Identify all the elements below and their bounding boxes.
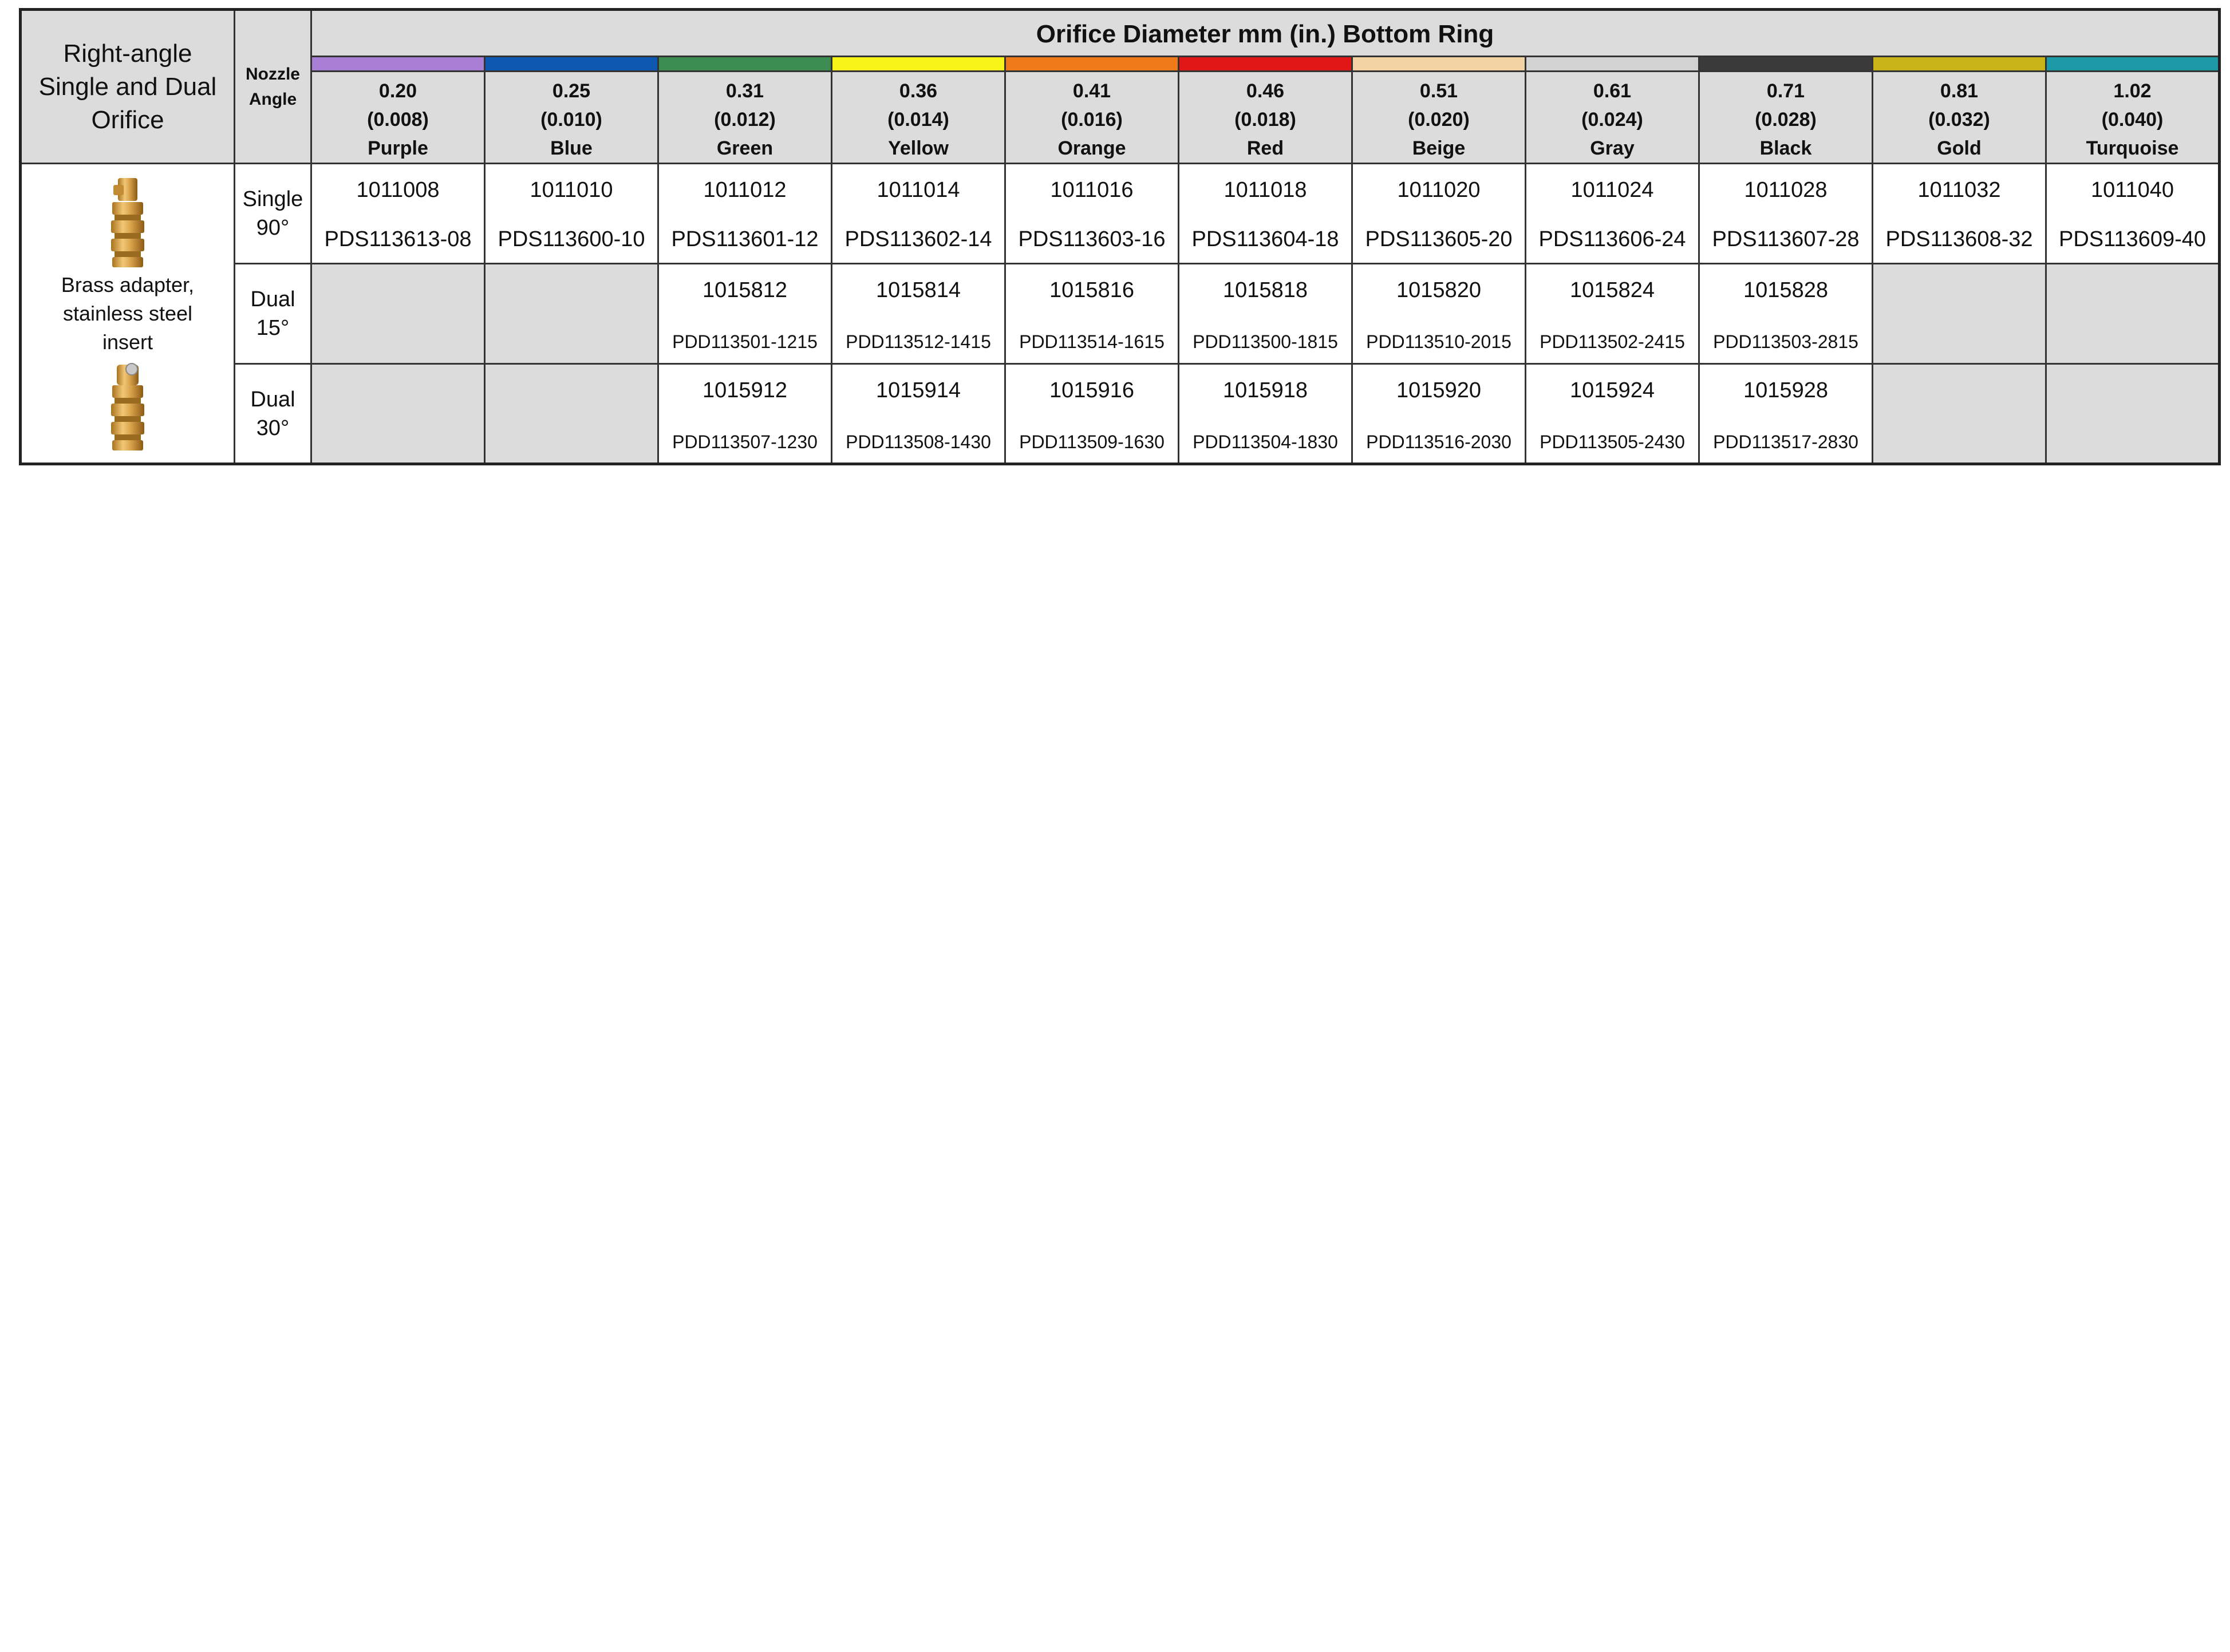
part-code: 1015928: [1743, 378, 1828, 402]
color-swatch-yellow: [832, 57, 1005, 72]
part-code: 1011020: [1397, 178, 1481, 202]
color-swatch-beige: [1352, 57, 1526, 72]
angle-text: Single: [242, 187, 303, 211]
color-swatch-green: [658, 57, 832, 72]
part-cell: [1005, 264, 1179, 364]
size-header-red: [1179, 72, 1352, 164]
size-color: Gray: [1590, 137, 1635, 159]
size-mm: 0.25: [552, 80, 591, 102]
size-in: (0.012): [714, 109, 776, 131]
part-number: PDD113502-2415: [1540, 331, 1685, 352]
size-header-beige: [1352, 72, 1526, 164]
nozzle-angle-header: [235, 10, 311, 164]
size-mm: 0.31: [725, 80, 764, 102]
part-number: PDS113606-24: [1538, 227, 1686, 251]
size-color: Yellow: [888, 137, 949, 159]
size-mm: 0.51: [1419, 80, 1458, 102]
part-cell: [1179, 364, 1352, 464]
size-mm: 1.02: [2113, 80, 2152, 102]
part-cell: [832, 164, 1005, 264]
part-code: 1011016: [1050, 178, 1134, 202]
corner-line-2: Single and Dual: [38, 72, 217, 101]
size-color: Green: [716, 137, 773, 159]
part-number: PDD113509-1630: [1019, 432, 1165, 452]
part-number: PDD113508-1430: [846, 432, 991, 452]
size-header-yellow: [832, 72, 1005, 164]
part-code: 1015820: [1396, 278, 1481, 302]
part-cell: [1352, 364, 1526, 464]
part-number: PDD113507-1230: [672, 432, 818, 452]
color-swatch-gray: [1526, 57, 1699, 72]
part-code: 1011014: [877, 178, 960, 202]
part-cell: [832, 364, 1005, 464]
size-header-orange: [1005, 72, 1179, 164]
part-number: PDD113516-2030: [1366, 432, 1511, 452]
empty-cell: [1873, 364, 2046, 464]
color-swatch-purple: [311, 57, 485, 72]
part-code: 1011010: [530, 178, 613, 202]
part-number: PDS113609-40: [2058, 227, 2207, 251]
part-cell: [485, 164, 658, 264]
size-mm: 0.61: [1593, 80, 1632, 102]
angle-text: Dual: [250, 287, 295, 311]
size-in: (0.008): [367, 109, 429, 131]
part-number: PDD113514-1615: [1019, 331, 1165, 352]
size-mm: 0.71: [1766, 80, 1805, 102]
corner-line-1: Right-angle: [63, 39, 192, 68]
angle-text: 90°: [256, 216, 290, 240]
empty-cell: [311, 264, 485, 364]
part-cell: [1699, 164, 1873, 264]
part-number: PDS113608-32: [1885, 227, 2033, 251]
part-code: 1015818: [1223, 278, 1308, 302]
empty-cell: [2046, 264, 2220, 364]
nozzle-angle-cell: [235, 264, 311, 364]
part-cell: [658, 364, 832, 464]
product-label-line-1: Brass adapter,: [61, 272, 195, 297]
part-code: 1011008: [356, 178, 440, 202]
part-cell: [311, 164, 485, 264]
part-code: 1015816: [1049, 278, 1134, 302]
part-code: 1015814: [876, 278, 961, 302]
part-cell: [1526, 164, 1699, 264]
color-swatch-red: [1179, 57, 1352, 72]
part-number: PDD113504-1830: [1193, 432, 1338, 452]
nozzle-angle-cell: [235, 164, 311, 264]
size-mm: 0.46: [1246, 80, 1285, 102]
part-number: PDS113604-18: [1191, 227, 1339, 251]
part-cell: [1526, 264, 1699, 364]
part-cell: [658, 264, 832, 364]
size-header-black: [1699, 72, 1873, 164]
color-swatch-turquoise: [2046, 57, 2220, 72]
size-color: Purple: [368, 137, 428, 159]
part-number: PDD113510-2015: [1366, 331, 1511, 352]
part-number: PDD113500-1815: [1193, 331, 1338, 352]
empty-cell: [485, 364, 658, 464]
corner-line-3: Orifice: [91, 105, 164, 134]
part-number: PDS113602-14: [844, 227, 992, 251]
angle-text: Dual: [250, 387, 295, 412]
size-header-blue: [485, 72, 658, 164]
size-in: (0.028): [1755, 109, 1817, 131]
part-cell: [1699, 264, 1873, 364]
part-code: 1015914: [876, 378, 961, 402]
brass-nozzle-image-single: [96, 173, 159, 271]
size-color: Beige: [1412, 137, 1466, 159]
part-cell: [1352, 264, 1526, 364]
part-code: 1015824: [1570, 278, 1655, 302]
empty-cell: [1873, 264, 2046, 364]
part-code: 1011012: [703, 178, 787, 202]
product-label-line-3: insert: [102, 330, 153, 354]
part-cell: [1352, 164, 1526, 264]
part-cell: [1699, 364, 1873, 464]
part-cell: [832, 264, 1005, 364]
table-title: Orifice Diameter mm (in.) Bottom Ring: [311, 10, 2220, 57]
part-number: PDD113505-2430: [1540, 432, 1685, 452]
part-number: PDD113512-1415: [846, 331, 991, 352]
size-color: Blue: [550, 137, 593, 159]
part-cell: [1179, 264, 1352, 364]
color-swatch-gold: [1873, 57, 2046, 72]
part-number: PDD113501-1215: [672, 331, 818, 352]
part-cell: [658, 164, 832, 264]
empty-cell: [2046, 364, 2220, 464]
size-in: (0.040): [2101, 109, 2164, 131]
nozzle-angle-cell: [235, 364, 311, 464]
nozzle-header-line-1: Nozzle: [245, 64, 300, 84]
nozzle-header-line-2: Angle: [248, 89, 297, 109]
size-in: (0.024): [1581, 109, 1643, 131]
part-cell: [1873, 164, 2046, 264]
size-header-purple: [311, 72, 485, 164]
part-code: 1011024: [1570, 178, 1654, 202]
part-code: 1015912: [702, 378, 787, 402]
part-cell: [2046, 164, 2220, 264]
orifice-table: [19, 8, 2221, 465]
size-in: (0.016): [1061, 109, 1123, 131]
part-code: 1015828: [1743, 278, 1828, 302]
size-mm: 0.41: [1072, 80, 1111, 102]
size-in: (0.032): [1928, 109, 1990, 131]
part-code: 1015916: [1049, 378, 1134, 402]
part-number: PDD113503-2815: [1713, 331, 1858, 352]
part-code: 1015918: [1223, 378, 1308, 402]
size-in: (0.014): [887, 109, 949, 131]
part-code: 1011040: [2090, 178, 2174, 202]
size-in: (0.018): [1234, 109, 1296, 131]
color-swatch-black: [1699, 57, 1873, 72]
part-code: 1015920: [1396, 378, 1481, 402]
size-color: Gold: [1937, 137, 1982, 159]
empty-cell: [311, 364, 485, 464]
size-color: Black: [1759, 137, 1812, 159]
size-header-gold: [1873, 72, 2046, 164]
size-header-turquoise: [2046, 72, 2220, 164]
size-color: Orange: [1057, 137, 1126, 159]
size-in: (0.010): [540, 109, 602, 131]
part-number: PDS113613-08: [324, 227, 472, 251]
angle-text: 15°: [256, 316, 290, 340]
part-number: PDS113603-16: [1018, 227, 1166, 251]
part-code: 1015924: [1570, 378, 1655, 402]
product-cell: [21, 164, 235, 464]
size-mm: 0.81: [1940, 80, 1979, 102]
part-cell: [1005, 364, 1179, 464]
brass-nozzle-image-dual: [96, 357, 159, 454]
color-swatch-blue: [485, 57, 658, 72]
angle-text: 30°: [256, 416, 290, 440]
part-cell: [1526, 364, 1699, 464]
size-header-green: [658, 72, 832, 164]
part-code: 1011018: [1223, 178, 1307, 202]
color-swatch-orange: [1005, 57, 1179, 72]
part-number: PDS113605-20: [1365, 227, 1513, 251]
part-cell: [1005, 164, 1179, 264]
size-mm: 0.20: [378, 80, 417, 102]
corner-header: [21, 10, 235, 164]
part-cell: [1179, 164, 1352, 264]
part-number: PDD113517-2830: [1713, 432, 1858, 452]
size-in: (0.020): [1408, 109, 1470, 131]
part-number: PDS113600-10: [498, 227, 645, 251]
size-header-gray: [1526, 72, 1699, 164]
product-label-line-2: stainless steel: [62, 301, 193, 325]
size-color: Turquoise: [2086, 137, 2179, 159]
part-code: 1011028: [1744, 178, 1828, 202]
size-color: Red: [1246, 137, 1284, 159]
size-mm: 0.36: [899, 80, 938, 102]
part-number: PDS113601-12: [671, 227, 819, 251]
part-code: 1015812: [702, 278, 787, 302]
part-number: PDS113607-28: [1712, 227, 1860, 251]
empty-cell: [485, 264, 658, 364]
part-code: 1011032: [1917, 178, 2001, 202]
